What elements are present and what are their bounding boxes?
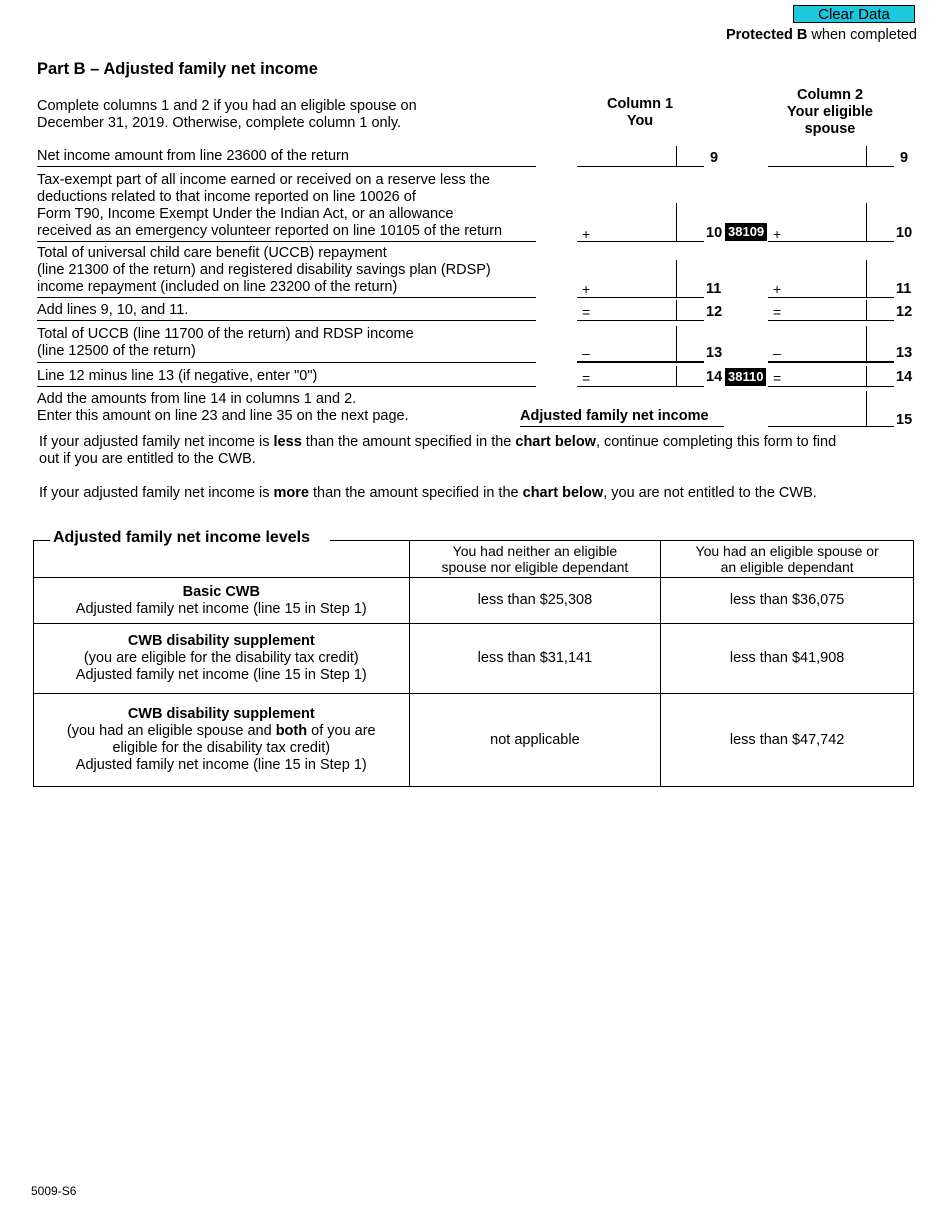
equals-operator: = [773, 370, 782, 386]
clear-data-button[interactable]: Clear Data [793, 5, 915, 23]
protected-label: Protected B [725, 27, 808, 43]
row-subtext: eligible for the disability tax credit) [112, 740, 331, 756]
line-number-11: 11 [896, 281, 912, 297]
line-text: Line 12 minus line 13 (if negative, enter "0") [37, 368, 318, 384]
line-number-13: 13 [896, 345, 913, 361]
line-text: income repayment (included on line 23200 of the return) [37, 279, 398, 295]
row-subtext: Adjusted family net income (line 15 in Step 1) [75, 667, 367, 683]
separator [37, 320, 536, 321]
field-underline [768, 320, 894, 321]
line-14-col2-input[interactable] [786, 366, 864, 384]
income-levels-table [33, 540, 914, 787]
line-number-12: 12 [706, 304, 723, 320]
field-underline [768, 166, 894, 167]
line-11-col2-input[interactable] [786, 277, 864, 295]
note-text: out if you are entitled to the CWB. [39, 451, 256, 467]
note-emphasis: chart below [515, 434, 596, 450]
field-underline [577, 166, 704, 167]
table-cell: less than $36,075 [661, 578, 914, 624]
line-number-10: 10 [706, 225, 723, 241]
note-text: than the amount specified in the [301, 434, 516, 450]
row-title: CWB disability supplement [127, 706, 315, 722]
line-14-label [37, 368, 317, 385]
line-text: Total of UCCB (line 11700 of the return) and RDSP income [37, 326, 414, 342]
line-text: received as an emergency volunteer reported on line 10105 of the return [37, 223, 503, 239]
line-text: Tax-exempt part of all income earned or received on a reserve less the [37, 172, 490, 188]
line-text: Form T90, Income Exempt Under the Indian Act, or an allowance [37, 206, 454, 222]
table-cell: less than $41,908 [661, 624, 914, 694]
line-code-38109: 38109 [725, 223, 767, 241]
line-text: (line 21300 of the return) and registered disability savings plan (RDSP) [37, 262, 491, 278]
field-divider [866, 146, 867, 166]
line-13-label [37, 326, 414, 360]
levels-table-title: Adjusted family net income levels [50, 529, 313, 547]
column-heading-line: Column 2 [796, 87, 864, 103]
table-top-border [330, 540, 410, 541]
row-subtext: (you are eligible for the disability tax credit) [83, 650, 359, 666]
field-underline [768, 386, 894, 387]
separator [37, 166, 536, 167]
intro-line: Complete columns 1 and 2 if you had an eligible spouse on [37, 98, 417, 114]
line-15-label [37, 391, 409, 425]
table-header-cell [409, 541, 661, 578]
field-underline [577, 241, 704, 242]
field-underline [577, 320, 704, 321]
row-label-cell [34, 624, 410, 694]
equals-operator: = [582, 304, 591, 320]
separator [37, 362, 536, 363]
table-row [34, 578, 914, 624]
line-number-11: 11 [706, 281, 722, 297]
equals-operator: = [582, 370, 591, 386]
column-heading-line: spouse [804, 121, 856, 137]
note-emphasis: more [273, 485, 309, 501]
line-number-10: 10 [896, 225, 913, 241]
part-b-intro [37, 98, 417, 132]
table-cell: less than $25,308 [409, 578, 661, 624]
note-text: If your adjusted family net income is [39, 485, 274, 501]
column-2-heading [770, 87, 890, 138]
row-subtext: Adjusted family net income (line 15 in Step 1) [75, 757, 367, 773]
line-9-col2-input[interactable] [770, 147, 865, 165]
note-text: than the amount specified in the [309, 485, 523, 501]
column-heading-line: Column 1 [606, 96, 674, 112]
plus-operator: + [773, 226, 782, 242]
row-subtext [38, 723, 405, 740]
minus-operator: – [582, 345, 590, 361]
line-number-14: 14 [896, 369, 913, 385]
field-underline [577, 297, 704, 298]
table-cell: less than $31,141 [409, 624, 661, 694]
note-text: , you are not entitled to the CWB. [603, 485, 817, 501]
note-text: , continue completing this form to find [595, 434, 837, 450]
line-15-input[interactable] [770, 406, 865, 424]
table-top-border [33, 540, 51, 541]
part-b-title: Part B – Adjusted family net income [37, 60, 318, 78]
field-underline [768, 361, 894, 363]
line-13-col1-input[interactable] [594, 341, 674, 359]
line-9-col1-input[interactable] [578, 147, 676, 165]
line-11-col1-input[interactable] [594, 277, 674, 295]
table-row [34, 694, 914, 787]
row-title: Basic CWB [182, 583, 260, 600]
row-label-cell [34, 578, 410, 624]
intro-line: December 31, 2019. Otherwise, complete column 1 only. [37, 115, 402, 131]
protected-suffix: when completed [807, 27, 917, 43]
field-divider [866, 300, 867, 320]
field-divider [676, 300, 677, 320]
field-underline [577, 361, 704, 363]
row-subtext-emphasis: both [275, 723, 308, 739]
line-number-15: 15 [896, 412, 913, 428]
line-12-label [37, 302, 188, 319]
line-text: deductions related to that income reported on line 10026 of [37, 189, 416, 205]
column-heading-line: Your eligible [787, 104, 873, 120]
field-divider [676, 146, 677, 166]
field-underline [768, 426, 894, 427]
plus-operator: + [582, 281, 591, 297]
label-underline [520, 426, 724, 427]
line-number-9: 9 [710, 150, 719, 166]
field-underline [768, 297, 894, 298]
field-divider [866, 326, 867, 362]
line-14-col1-input[interactable] [594, 366, 674, 384]
field-divider [866, 260, 867, 297]
note-emphasis: chart below [522, 485, 604, 501]
plus-operator: + [773, 281, 782, 297]
line-12-col2-input[interactable] [786, 300, 864, 318]
table-cell: less than $47,742 [661, 694, 914, 787]
line-number-13: 13 [706, 345, 723, 361]
minus-operator: – [773, 345, 781, 361]
field-divider [866, 391, 867, 426]
separator [37, 386, 536, 387]
line-number-12: 12 [896, 304, 913, 320]
line-code-38110: 38110 [725, 368, 766, 386]
field-divider [866, 366, 867, 386]
field-divider [676, 366, 677, 386]
row-title: CWB disability supplement [127, 633, 315, 649]
header-text: You had an eligible spouse or [695, 543, 879, 559]
header-text: an eligible dependant [720, 559, 854, 575]
column-heading-line: You [626, 113, 654, 129]
field-divider [676, 326, 677, 362]
separator [37, 241, 536, 242]
line-text: Enter this amount on line 23 and line 35 on the next page. [37, 408, 409, 424]
line-number-14: 14 [706, 369, 723, 385]
line-13-col2-input[interactable] [786, 341, 864, 359]
adjusted-family-net-income-label: Adjusted family net income [520, 408, 709, 424]
protected-status [726, 27, 917, 43]
header-text: spouse nor eligible dependant [441, 559, 629, 575]
row-subtext-part: (you had an eligible spouse and [66, 723, 276, 739]
table-row [34, 624, 914, 694]
header-text: You had neither an eligible [452, 543, 618, 559]
less-than-note [39, 434, 909, 468]
table-header-cell [661, 541, 914, 578]
note-text: If your adjusted family net income is [39, 434, 274, 450]
row-subtext-part: of you are [307, 723, 376, 739]
line-number-9: 9 [900, 150, 909, 166]
separator [37, 297, 536, 298]
equals-operator: = [773, 304, 782, 320]
line-9-label [37, 148, 349, 165]
row-label-cell [34, 694, 410, 787]
field-divider [866, 203, 867, 241]
line-text: Total of universal child care benefit (UCCB) repayment [37, 245, 387, 261]
line-text: (line 12500 of the return) [37, 343, 196, 359]
line-text: Net income amount from line 23600 of the return [37, 148, 349, 164]
more-than-note [39, 485, 909, 502]
line-10-col2-input[interactable] [786, 221, 864, 239]
plus-operator: + [582, 226, 591, 242]
line-10-col1-input[interactable] [594, 221, 674, 239]
line-12-col1-input[interactable] [594, 300, 674, 318]
column-1-heading [580, 96, 700, 130]
field-divider [676, 203, 677, 241]
row-subtext: Adjusted family net income (line 15 in Step 1) [75, 600, 367, 617]
line-text: Add the amounts from line 14 in columns 1 and 2. [37, 391, 357, 407]
table-cell: not applicable [409, 694, 661, 787]
field-underline [768, 241, 894, 242]
field-divider [676, 260, 677, 297]
form-id: 5009-S6 [31, 1184, 77, 1198]
field-underline [577, 386, 704, 387]
note-emphasis: less [273, 434, 302, 450]
line-text: Add lines 9, 10, and 11. [37, 302, 189, 318]
line-11-label [37, 245, 491, 296]
line-10-label [37, 172, 502, 240]
